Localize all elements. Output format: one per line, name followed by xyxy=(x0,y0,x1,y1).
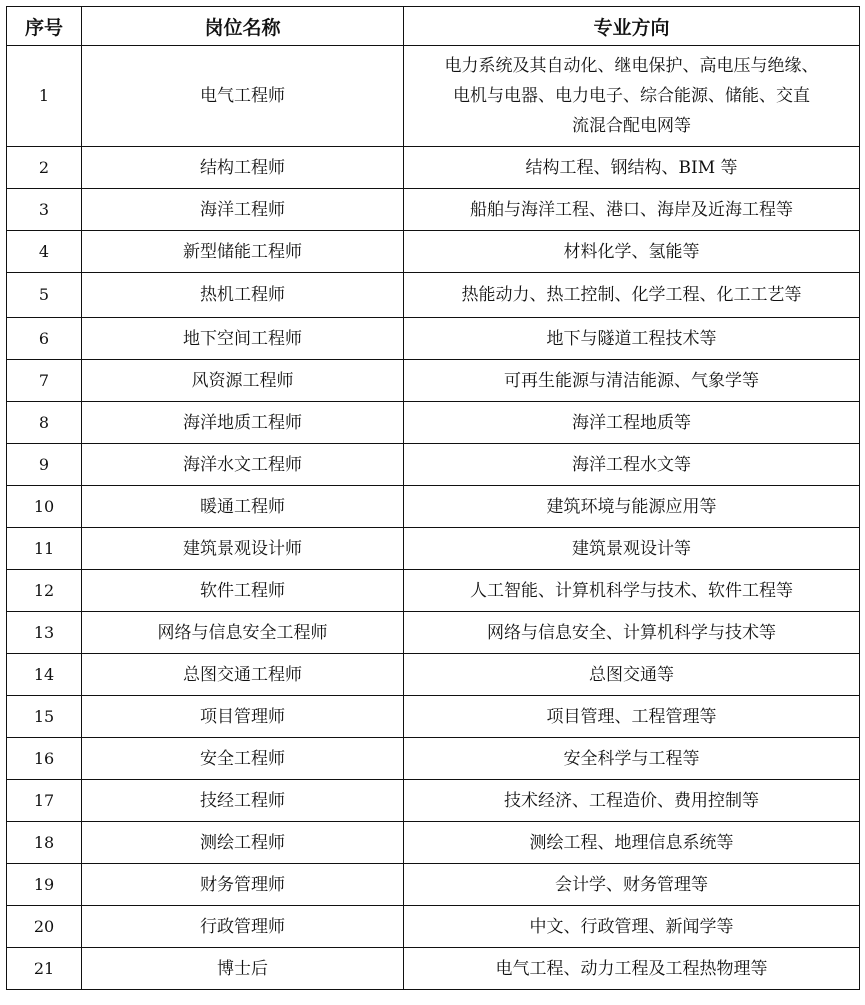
table-row xyxy=(7,147,860,189)
cell-serial-number: 6 xyxy=(7,318,82,360)
cell-serial-number: 17 xyxy=(7,780,82,822)
cell-major-direction: 海洋工程地质等 xyxy=(404,402,860,444)
cell-position-name: 博士后 xyxy=(82,948,404,990)
table-row xyxy=(7,864,860,906)
cell-serial-number: 1 xyxy=(7,46,82,147)
cell-major-direction: 人工智能、计算机科学与技术、软件工程等 xyxy=(404,570,860,612)
header-major-direction: 专业方向 xyxy=(404,7,860,46)
cell-major-direction: 热能动力、热工控制、化学工程、化工工艺等 xyxy=(404,273,860,318)
cell-position-name: 网络与信息安全工程师 xyxy=(82,612,404,654)
table-row xyxy=(7,46,860,147)
cell-major-direction: 安全科学与工程等 xyxy=(404,738,860,780)
cell-position-name: 海洋地质工程师 xyxy=(82,402,404,444)
cell-major-direction: 电气工程、动力工程及工程热物理等 xyxy=(404,948,860,990)
cell-major-direction: 船舶与海洋工程、港口、海岸及近海工程等 xyxy=(404,189,860,231)
major-line: 电机与电器、电力电子、综合能源、储能、交直 xyxy=(453,86,810,106)
header-serial-number: 序号 xyxy=(7,7,82,46)
table-row xyxy=(7,528,860,570)
cell-major-direction: 建筑景观设计等 xyxy=(404,528,860,570)
cell-major-direction: 结构工程、钢结构、BIM 等 xyxy=(404,147,860,189)
cell-major-direction: 测绘工程、地理信息系统等 xyxy=(404,822,860,864)
major-line: 流混合配电网等 xyxy=(572,116,691,136)
table-row xyxy=(7,612,860,654)
cell-position-name: 新型储能工程师 xyxy=(82,231,404,273)
recruitment-table-container xyxy=(6,6,859,990)
cell-serial-number: 10 xyxy=(7,486,82,528)
cell-major-direction: 项目管理、工程管理等 xyxy=(404,696,860,738)
table-row xyxy=(7,402,860,444)
table-row xyxy=(7,780,860,822)
table-row xyxy=(7,654,860,696)
cell-major-direction xyxy=(404,46,860,147)
cell-major-direction: 会计学、财务管理等 xyxy=(404,864,860,906)
cell-position-name: 结构工程师 xyxy=(82,147,404,189)
cell-major-direction: 中文、行政管理、新闻学等 xyxy=(404,906,860,948)
cell-position-name: 暖通工程师 xyxy=(82,486,404,528)
table-row xyxy=(7,822,860,864)
cell-major-direction: 可再生能源与清洁能源、气象学等 xyxy=(404,360,860,402)
table-row xyxy=(7,189,860,231)
cell-position-name: 财务管理师 xyxy=(82,864,404,906)
table-row xyxy=(7,360,860,402)
cell-serial-number: 15 xyxy=(7,696,82,738)
table-header-row xyxy=(7,7,860,46)
cell-major-direction: 技术经济、工程造价、费用控制等 xyxy=(404,780,860,822)
table-row xyxy=(7,231,860,273)
cell-position-name: 技经工程师 xyxy=(82,780,404,822)
header-position-name: 岗位名称 xyxy=(82,7,404,46)
cell-serial-number: 16 xyxy=(7,738,82,780)
table-row xyxy=(7,570,860,612)
cell-major-direction: 材料化学、氢能等 xyxy=(404,231,860,273)
cell-serial-number: 3 xyxy=(7,189,82,231)
cell-serial-number: 21 xyxy=(7,948,82,990)
cell-serial-number: 19 xyxy=(7,864,82,906)
table-row xyxy=(7,486,860,528)
cell-position-name: 安全工程师 xyxy=(82,738,404,780)
cell-major-direction: 网络与信息安全、计算机科学与技术等 xyxy=(404,612,860,654)
cell-position-name: 热机工程师 xyxy=(82,273,404,318)
cell-serial-number: 2 xyxy=(7,147,82,189)
cell-serial-number: 8 xyxy=(7,402,82,444)
cell-major-direction: 建筑环境与能源应用等 xyxy=(404,486,860,528)
cell-serial-number: 4 xyxy=(7,231,82,273)
cell-position-name: 海洋工程师 xyxy=(82,189,404,231)
table-row xyxy=(7,906,860,948)
cell-major-direction: 海洋工程水文等 xyxy=(404,444,860,486)
cell-position-name: 海洋水文工程师 xyxy=(82,444,404,486)
cell-position-name: 电气工程师 xyxy=(82,46,404,147)
cell-position-name: 建筑景观设计师 xyxy=(82,528,404,570)
cell-position-name: 行政管理师 xyxy=(82,906,404,948)
cell-serial-number: 9 xyxy=(7,444,82,486)
cell-serial-number: 12 xyxy=(7,570,82,612)
cell-position-name: 地下空间工程师 xyxy=(82,318,404,360)
cell-serial-number: 7 xyxy=(7,360,82,402)
table-row xyxy=(7,948,860,990)
cell-serial-number: 13 xyxy=(7,612,82,654)
cell-position-name: 总图交通工程师 xyxy=(82,654,404,696)
cell-serial-number: 20 xyxy=(7,906,82,948)
cell-serial-number: 11 xyxy=(7,528,82,570)
major-line: 电力系统及其自动化、继电保护、高电压与绝缘、 xyxy=(444,56,819,76)
table-row xyxy=(7,273,860,318)
cell-major-direction: 总图交通等 xyxy=(404,654,860,696)
cell-position-name: 测绘工程师 xyxy=(82,822,404,864)
cell-position-name: 项目管理师 xyxy=(82,696,404,738)
table-row xyxy=(7,738,860,780)
recruitment-table xyxy=(6,6,860,990)
table-row xyxy=(7,318,860,360)
cell-serial-number: 14 xyxy=(7,654,82,696)
cell-position-name: 软件工程师 xyxy=(82,570,404,612)
cell-major-direction: 地下与隧道工程技术等 xyxy=(404,318,860,360)
table-row xyxy=(7,696,860,738)
cell-serial-number: 18 xyxy=(7,822,82,864)
cell-position-name: 风资源工程师 xyxy=(82,360,404,402)
cell-serial-number: 5 xyxy=(7,273,82,318)
table-row xyxy=(7,444,860,486)
